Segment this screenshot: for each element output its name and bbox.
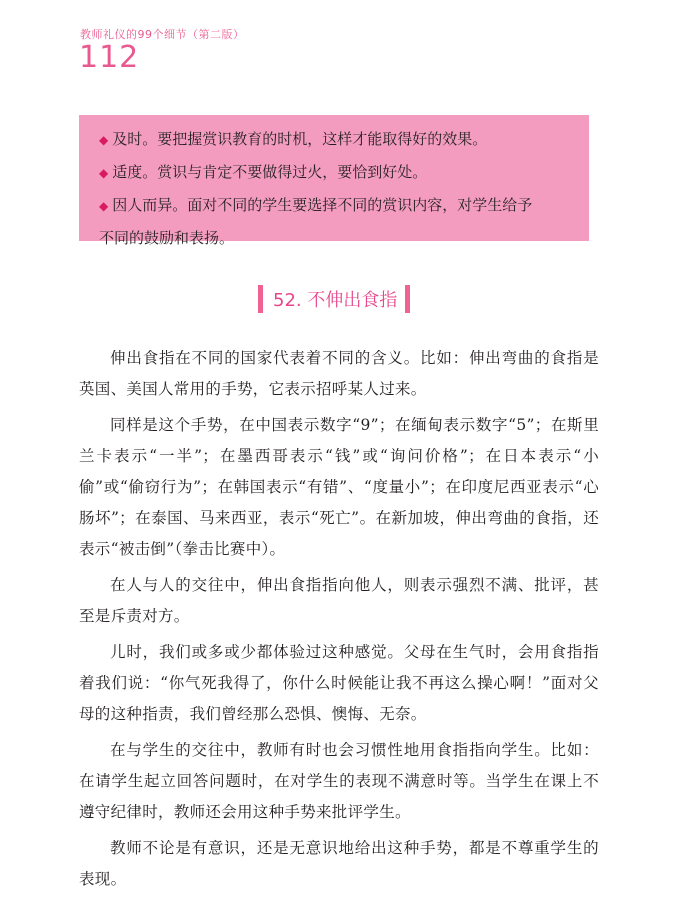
section-heading [258, 284, 410, 314]
diamond-bullet-icon: ◆ [99, 133, 109, 147]
paragraph: 在人与人的交往中，伸出食指指向他人，则表示强烈不满、批评，甚至是斥责对方。 [79, 576, 599, 625]
heading-right-bar [405, 285, 410, 313]
tip-item [99, 189, 575, 222]
body-text [79, 343, 599, 900]
tip-item-text: 因人而异。面对不同的学生要选择不同的赏识内容，对学生给予 [112, 196, 533, 214]
paragraph: 在与学生的交往中，教师有时也会习惯性地用食指指向学生。比如：在请学生起立回答问题时，在对学生的表现不满意时等。当学生在课上不遵守纪律时，教师还会用这种手势来批评学生。 [79, 741, 599, 821]
paragraph: 儿时，我们或多或少都体验过这种感觉。父母在生气时，会用食指指着我们说：“你气死我得了，你什么时候能让我不再这么操心啊！”面对父母的这种指责，我们曾经那么恐惧、懊悔、无奈。 [79, 643, 599, 723]
page-number: 112 [79, 40, 140, 75]
section-title: 52. 不伸出食指 [273, 290, 398, 311]
tip-item-text: 及时。要把握赏识教育的时机，这样才能取得好的效果。 [112, 130, 488, 148]
paragraph: 伸出食指在不同的国家代表着不同的含义。比如：伸出弯曲的食指是英国、美国人常用的手势，它表示招呼某人过来。 [79, 349, 599, 398]
tip-item-text: 适度。赏识与肯定不要做得过火，要恰到好处。 [112, 163, 428, 181]
running-head: 教师礼仪的99个细节（第二版） [80, 28, 245, 41]
tip-item [99, 123, 575, 156]
tip-item-continuation: 不同的鼓励和表扬。 [99, 229, 235, 247]
diamond-bullet-icon: ◆ [99, 166, 109, 180]
diamond-bullet-icon: ◆ [99, 199, 109, 213]
paragraph: 同样是这个手势，在中国表示数字“9”；在缅甸表示数字“5”；在斯里兰卡表示“一半”；在墨西哥表示“钱”或“询问价格”；在日本表示“小偷”或“偷窃行为”；在韩国表示“有错”、“度量小”；在印度尼西亚表示“心肠坏”；在泰国、马来西亚，表示“死亡”。在新加坡，伸出弯曲的食指，还表示“被击倒”（拳击比赛中）。 [79, 416, 599, 558]
tip-item [99, 156, 575, 189]
tip-box [79, 115, 589, 247]
paragraph: 教师不论是有意识，还是无意识地给出这种手势，都是不尊重学生的表现。 [79, 839, 599, 888]
